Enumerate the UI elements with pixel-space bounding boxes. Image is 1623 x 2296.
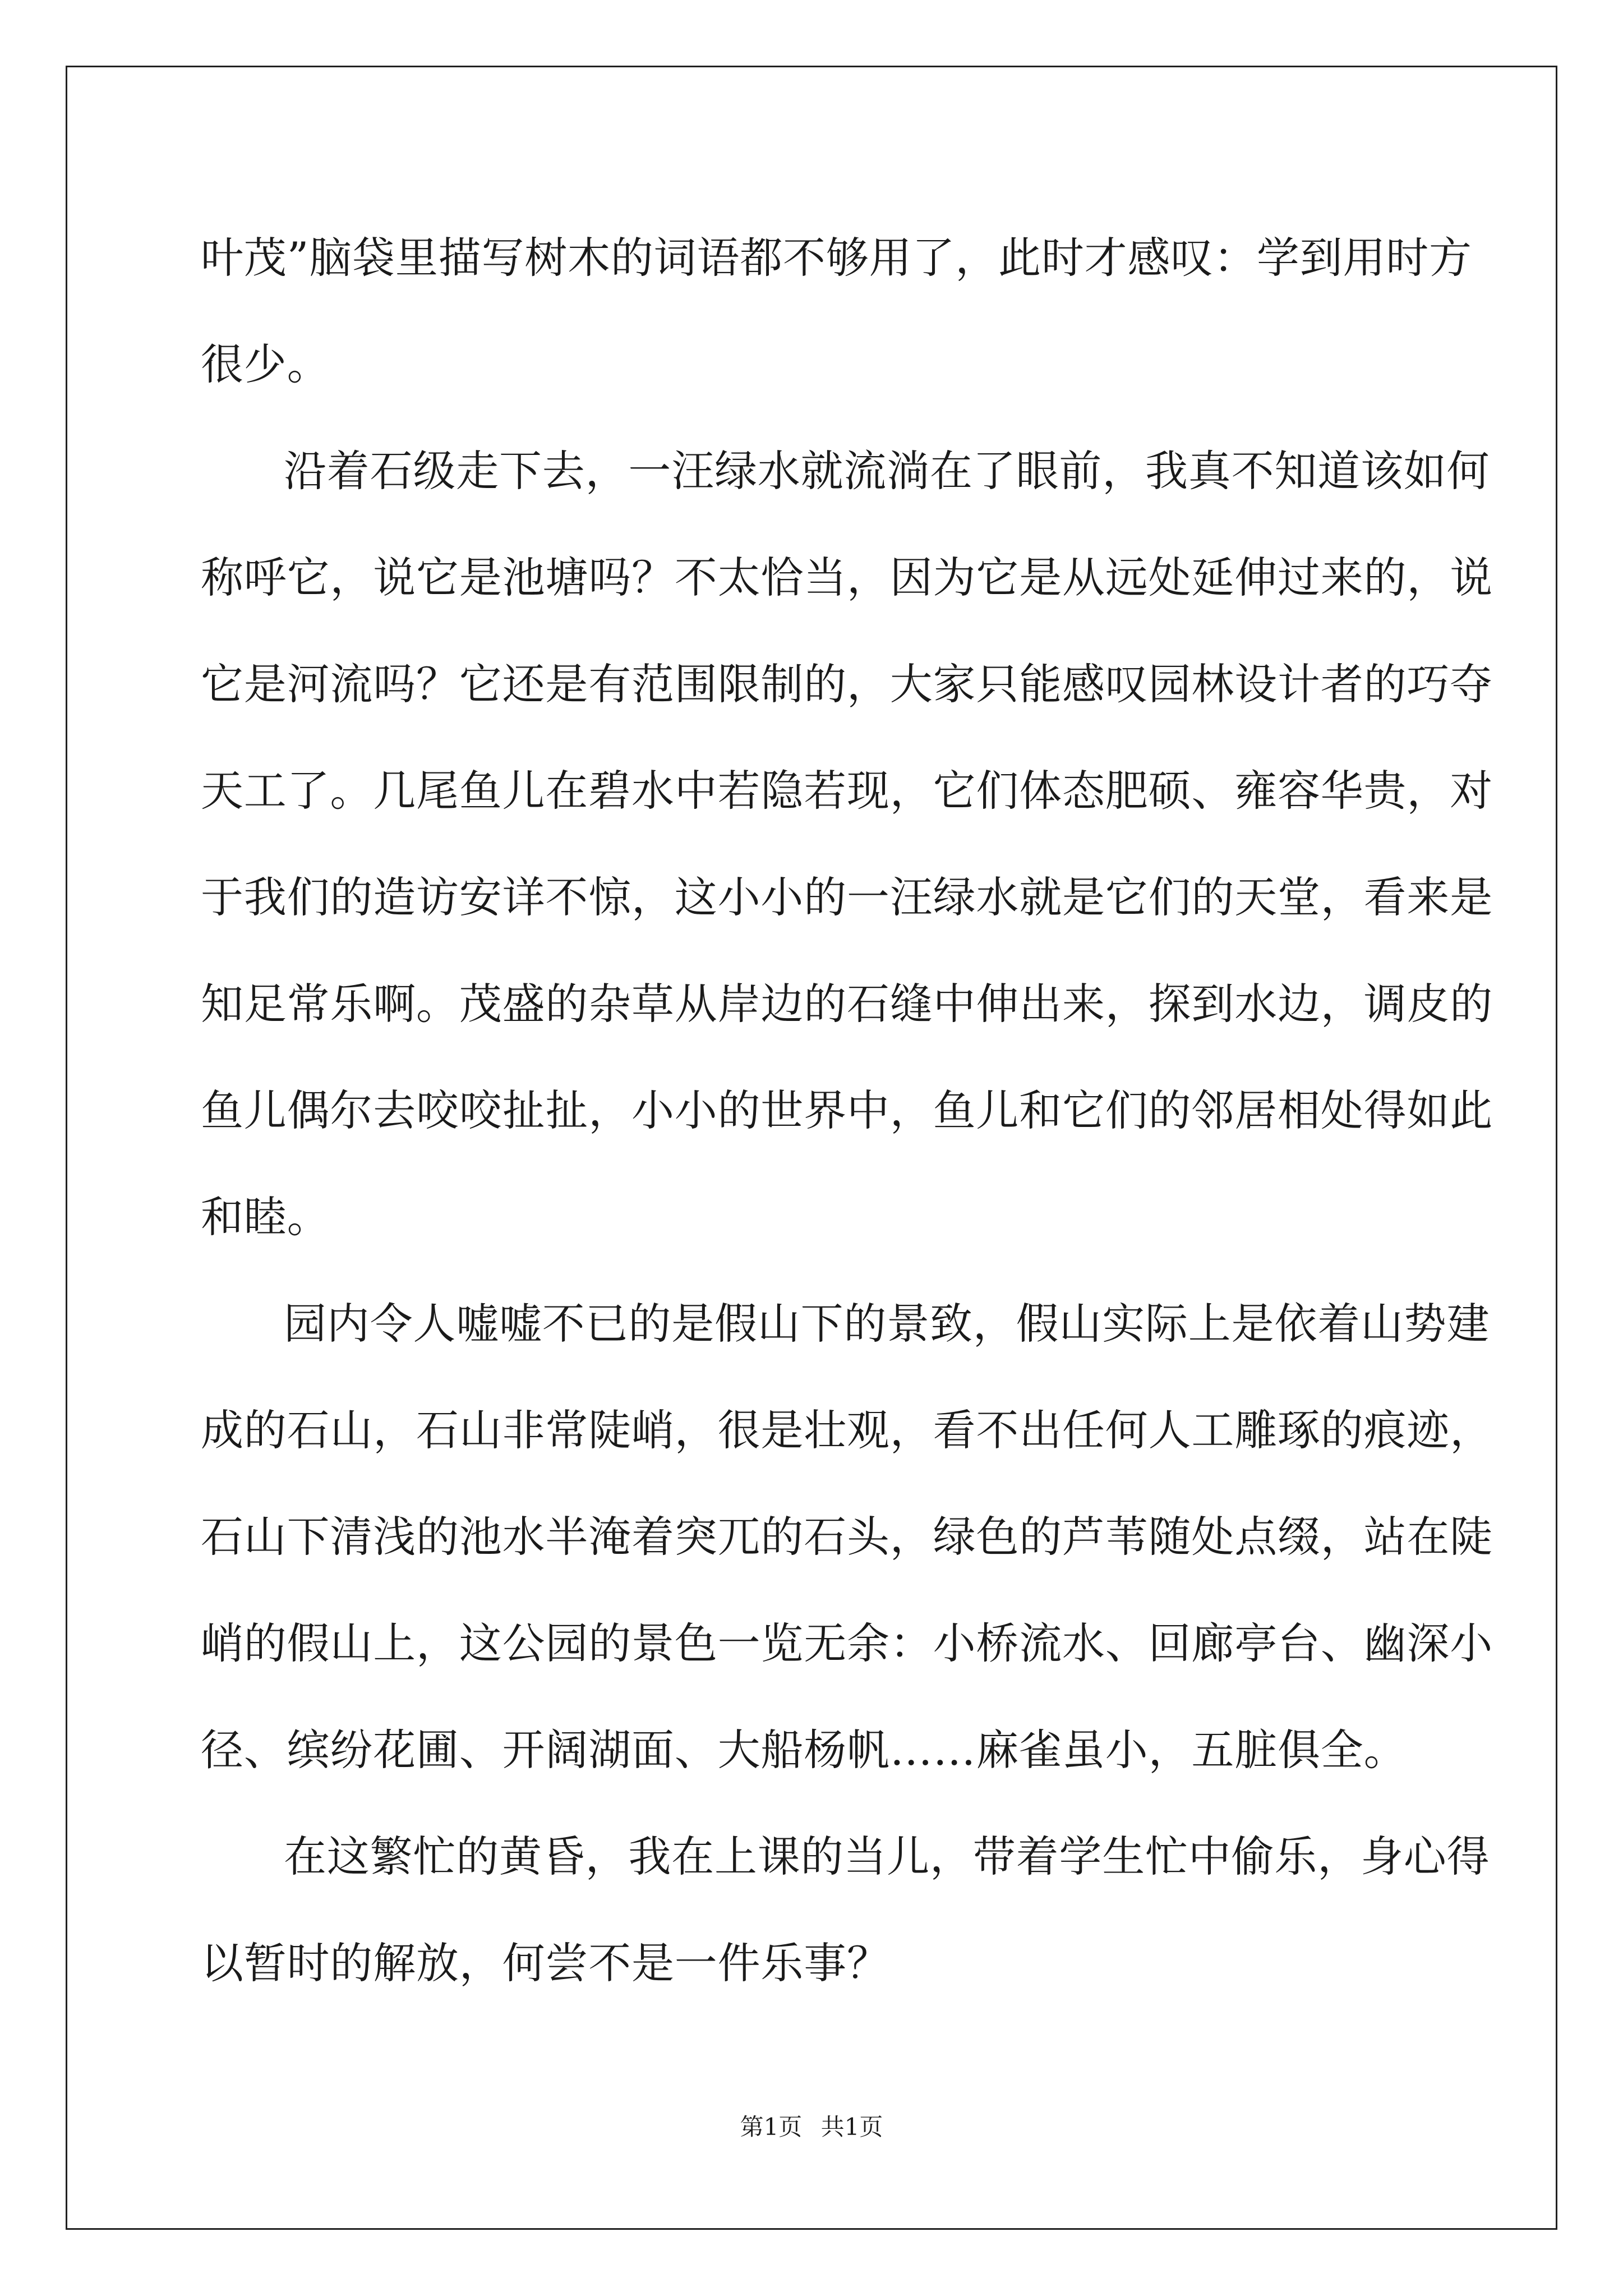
text-line: 很少。 — [201, 339, 330, 389]
text-line: 它是河流吗？它还是有范围限制的，大家只能感叹园林设计者的巧夺 — [201, 659, 1493, 709]
paragraph-start-line: 在这繁忙的黄昏，我在上课的当儿，带着学生忙中偷乐，身心得 — [284, 1832, 1490, 1881]
text-line: 石山下清浅的池水半淹着突兀的石头，绿色的芦苇随处点缀，站在陡 — [201, 1512, 1493, 1562]
text-line: 径、缤纷花圃、开阔湖面、大船杨帆……麻雀虽小，五脏俱全。 — [201, 1725, 1407, 1775]
text-line: 和睦。 — [201, 1192, 330, 1242]
text-line: 天工了。几尾鱼儿在碧水中若隐若现，它们体态肥硕、雍容华贵，对 — [201, 766, 1493, 816]
page-footer — [0, 2110, 1623, 2144]
text-line: 峭的假山上，这公园的景色一览无余：小桥流水、回廊亭台、幽深小 — [201, 1618, 1493, 1668]
paragraph-start-line: 园内令人嘘嘘不已的是假山下的景致，假山实际上是依着山势建 — [284, 1299, 1490, 1349]
text-line: 成的石山，石山非常陡峭，很是壮观，看不出任何人工雕琢的痕迹， — [201, 1405, 1493, 1455]
page-number: 第1页 — [740, 2113, 803, 2141]
text-line: 于我们的造访安详不惊，这小小的一汪绿水就是它们的天堂，看来是 — [201, 872, 1493, 922]
text-line: 称呼它，说它是池塘吗？不太恰当，因为它是从远处延伸过来的，说 — [201, 553, 1493, 602]
text-line: 叶茂”脑袋里描写树木的词语都不够用了，此时才感叹：学到用时方 — [201, 233, 1472, 283]
page-total: 共1页 — [820, 2113, 883, 2141]
text-line: 知足常乐啊。茂盛的杂草从岸边的石缝中伸出来，探到水边，调皮的 — [201, 979, 1493, 1029]
paragraph-start-line: 沿着石级走下去，一汪绿水就流淌在了眼前，我真不知道该如何 — [284, 446, 1490, 496]
text-line: 以暂时的解放，何尝不是一件乐事？ — [201, 1938, 890, 1988]
text-line: 鱼儿偶尔去咬咬扯扯，小小的世界中，鱼儿和它们的邻居相处得如此 — [201, 1085, 1493, 1135]
